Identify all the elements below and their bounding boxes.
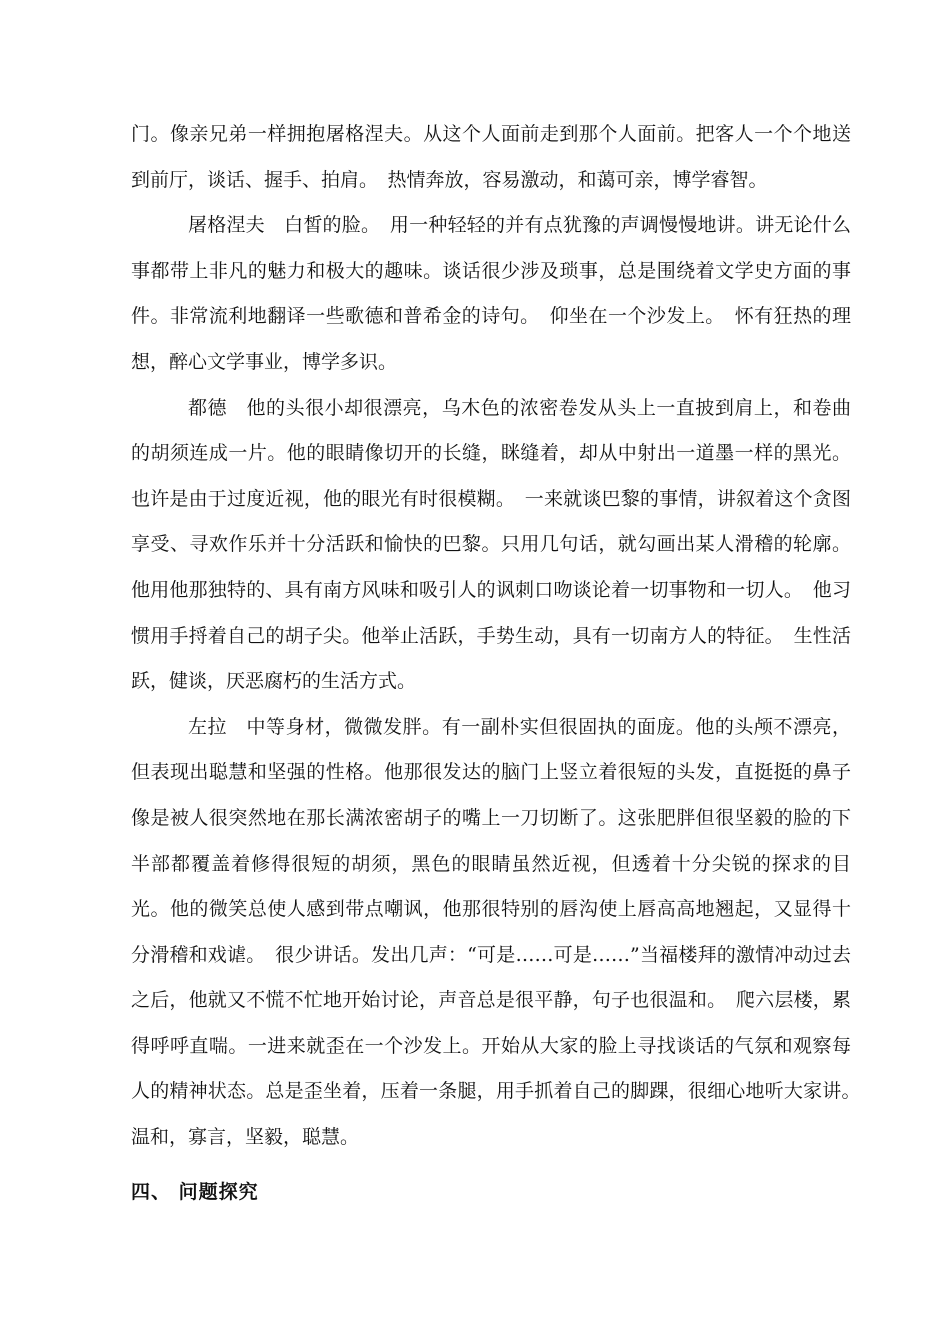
document-body bbox=[131, 112, 871, 1161]
paragraph-turgenev: 屠格涅夫 白皙的脸。 用一种轻轻的并有点犹豫的声调慢慢地讲。讲无论什么事都带上非凡的魅力和极大的趣味。谈话很少涉及琐事，总是围绕着文学史方面的事件。非常流利地翻译一些歌德和普希金的诗句。 仰坐在一个沙发上。 怀有狂热的理想，醉心文学事业，博学多识。 bbox=[131, 214, 851, 373]
section-heading: 四、 问题探究 bbox=[131, 1181, 259, 1203]
paragraph-continuation: 门。像亲兄弟一样拥抱屠格涅夫。从这个人面前走到那个人面前。把客人一个个地送到前厅，谈话、握手、拍肩。 热情奔放，容易激动，和蔼可亲，博学睿智。 bbox=[131, 123, 851, 191]
paragraph-daudet: 都德 他的头很小却很漂亮，乌木色的浓密卷发从头上一直披到肩上，和卷曲的胡须连成一片。他的眼睛像切开的长缝，眯缝着，却从中射出一道墨一样的黑光。也许是由于过度近视，他的眼光有时很模糊。 一来就谈巴黎的事情，讲叙着这个贪图享受、寻欢作乐并十分活跃和愉快的巴黎。只用几句话，就勾画出某人滑稽的轮廓。他用他那独特的、具有南方风味和吸引人的讽刺口吻谈论着一切事物和一切人。 他习惯用手捋着自己的胡子尖。他举止活跃，手势生动，具有一切南方人的特征。 生性活跃，健谈，厌恶腐朽的生活方式。 bbox=[131, 396, 851, 693]
paragraph-zola: 左拉 中等身材，微微发胖。有一副朴实但很固执的面庞。他的头颅不漂亮，但表现出聪慧和坚强的性格。他那很发达的脑门上竖立着很短的头发，直挺挺的鼻子像是被人很突然地在那长满浓密胡子的嘴上一刀切断了。这张肥胖但很坚毅的脸的下半部都覆盖着修得很短的胡须，黑色的眼睛虽然近视，但透着十分尖锐的探求的目光。他的微笑总使人感到带点嘲讽，他那很特别的唇沟使上唇高高地翘起，又显得十分滑稽和戏谑。 很少讲话。发出几声：“可是……可是……”当福楼拜的激情冲动过去之后，他就又不慌不忙地开始讨论，声音总是很平静，句子也很温和。 爬六层楼，累得呼呼直喘。一进来就歪在一个沙发上。开始从大家的脸上寻找谈话的气氛和观察每人的精神状态。总是歪坐着，压着一条腿，用手抓着自己的脚踝，很细心地听大家讲。 温和，寡言，坚毅，聪慧。 bbox=[131, 715, 871, 1149]
